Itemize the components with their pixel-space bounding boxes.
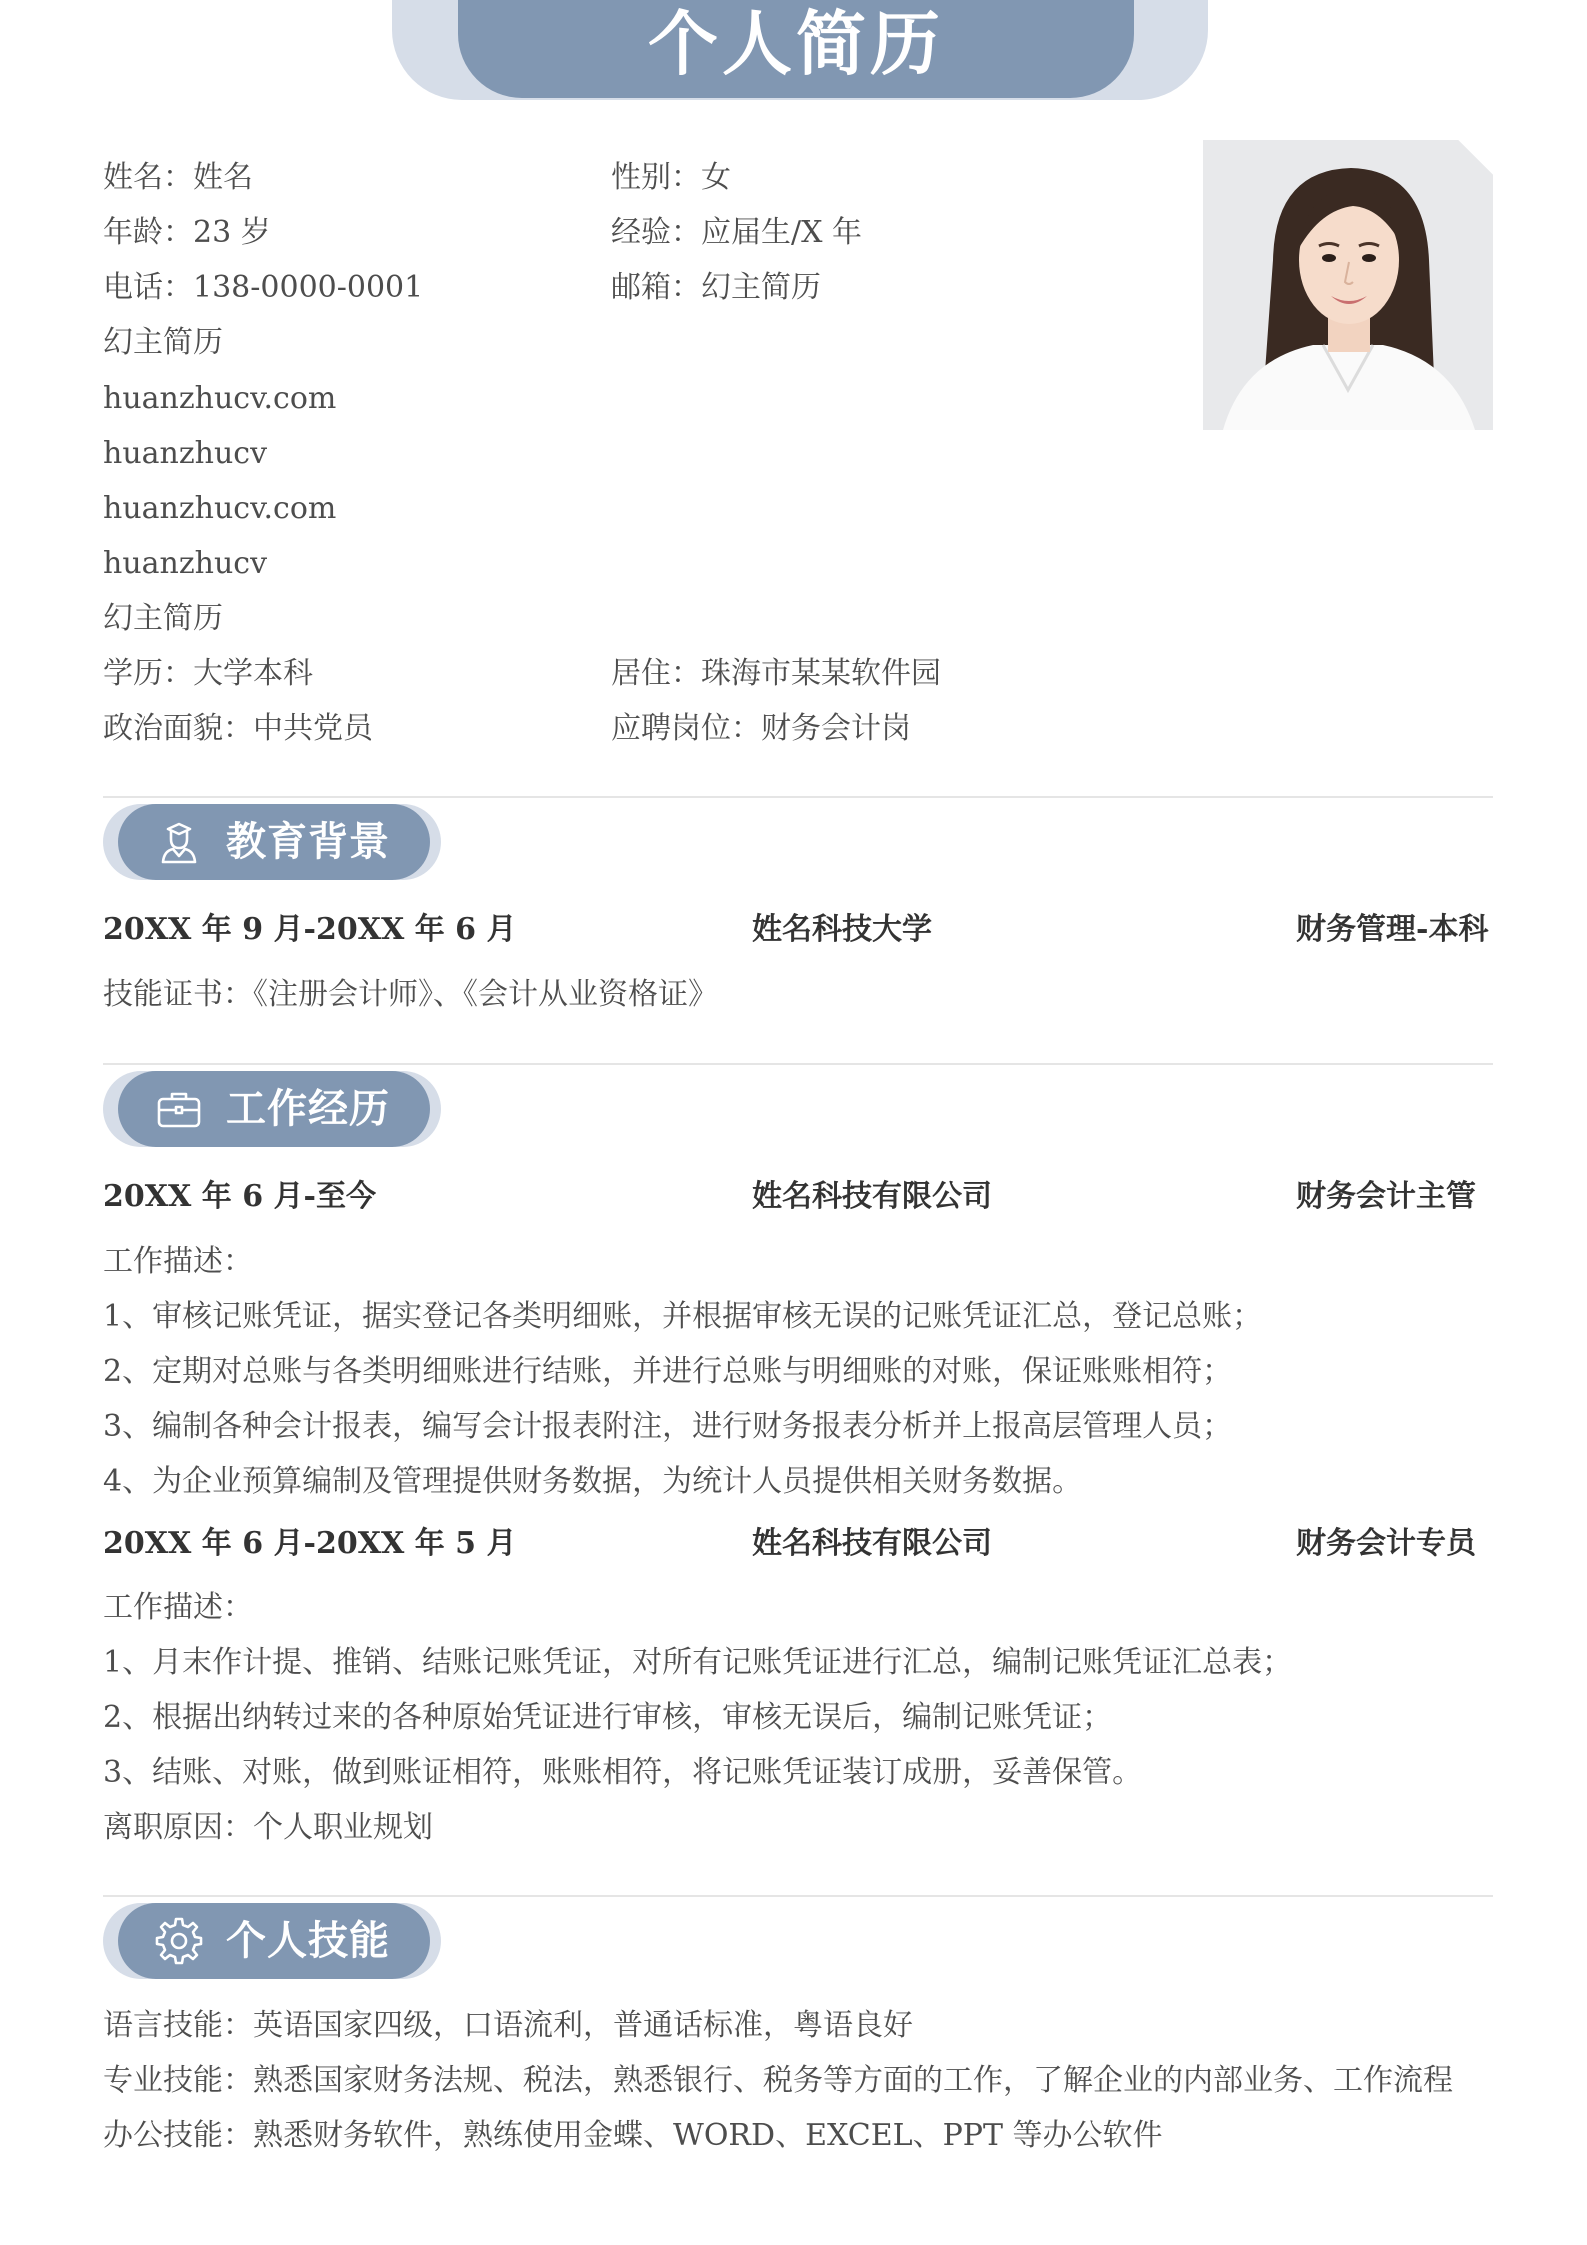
divider: [103, 1895, 1493, 1897]
info-gender: 性别：女: [611, 160, 731, 195]
education-school: 姓名科技大学: [752, 912, 932, 947]
info-position: 应聘岗位：财务会计岗: [611, 711, 911, 746]
job-desc-line: 1、月末作计提、推销、结账记账凭证，对所有记账凭证进行汇总，编制记账凭证汇总表；: [103, 1645, 1293, 1680]
info-extra-3: huanzhucv: [103, 436, 268, 471]
section-header-work: [118, 1071, 430, 1147]
info-name: 姓名：姓名: [103, 160, 253, 195]
info-education-level: 学历：大学本科: [103, 656, 313, 691]
job-period: 20XX 年 6 月-20XX 年 5 月: [103, 1526, 517, 1561]
skill-line-language: 语言技能：英语国家四级，口语流利，普通话标准，粤语良好: [103, 2008, 913, 2043]
job-desc-label: 工作描述：: [103, 1590, 253, 1625]
info-extra-5: huanzhucv: [103, 546, 268, 581]
section-title: 个人技能: [226, 1917, 390, 1964]
section-title: 教育背景: [226, 818, 390, 865]
education-certs: 技能证书：《注册会计师》、《会计从业资格证》: [103, 977, 718, 1012]
skill-line-office: 办公技能：熟悉财务软件，熟练使用金蝶、WORD、EXCEL、PPT 等办公软件: [103, 2118, 1163, 2153]
job-company: 姓名科技有限公司: [752, 1179, 992, 1214]
info-email: 邮箱：幻主简历: [611, 270, 821, 305]
info-age: 年龄：23 岁: [103, 215, 271, 250]
graduate-icon: [154, 817, 204, 867]
skill-line-professional: 专业技能：熟悉国家财务法规、税法，熟悉银行、税务等方面的工作，了解企业的内部业务、工作流程: [103, 2063, 1453, 2098]
job-role: 财务会计专员: [1296, 1526, 1476, 1561]
info-extra-2: huanzhucv.com: [103, 381, 337, 416]
education-major: 财务管理-本科: [1296, 912, 1489, 947]
job-company: 姓名科技有限公司: [752, 1526, 992, 1561]
section-header-skills: [118, 1903, 430, 1979]
education-period: 20XX 年 9 月-20XX 年 6 月: [103, 912, 517, 947]
job-desc-line: 3、结账、对账，做到账证相符，账账相符，将记账凭证装订成册，妥善保管。: [103, 1755, 1143, 1790]
job-period: 20XX 年 6 月-至今: [103, 1179, 376, 1214]
section-title: 工作经历: [226, 1085, 390, 1132]
info-residence: 居住：珠海市某某软件园: [611, 656, 941, 691]
job-role: 财务会计主管: [1296, 1179, 1476, 1214]
info-experience: 经验：应届生/X 年: [611, 215, 863, 250]
info-extra-6: 幻主简历: [103, 601, 223, 636]
briefcase-icon: [154, 1084, 204, 1134]
job-desc-line: 4、为企业预算编制及管理提供财务数据，为统计人员提供相关财务数据。: [103, 1464, 1083, 1499]
info-political: 政治面貌：中共党员: [103, 711, 373, 746]
divider: [103, 1063, 1493, 1065]
info-extra-4: huanzhucv.com: [103, 491, 337, 526]
job-desc-line: 2、根据出纳转过来的各种原始凭证进行审核，审核无误后，编制记账凭证；: [103, 1700, 1113, 1735]
job-desc-line: 1、审核记账凭证，据实登记各类明细账，并根据审核无误的记账凭证汇总，登记总账；: [103, 1299, 1263, 1334]
title-banner: [458, 0, 1134, 98]
job-desc-line: 3、编制各种会计报表，编写会计报表附注，进行财务报表分析并上报高层管理人员；: [103, 1409, 1233, 1444]
section-header-education: [118, 804, 430, 880]
info-phone: 电话：138-0000-0001: [103, 270, 424, 305]
job-leave-reason: 离职原因：个人职业规划: [103, 1810, 433, 1845]
divider: [103, 796, 1493, 798]
job-desc-label: 工作描述：: [103, 1244, 253, 1279]
gear-icon: [154, 1916, 204, 1966]
page-title: 个人简历: [648, 2, 944, 85]
info-extra-1: 幻主简历: [103, 325, 223, 360]
job-desc-line: 2、定期对总账与各类明细账进行结账，并进行总账与明细账的对账，保证账账相符；: [103, 1354, 1233, 1389]
profile-photo: [1203, 140, 1493, 430]
